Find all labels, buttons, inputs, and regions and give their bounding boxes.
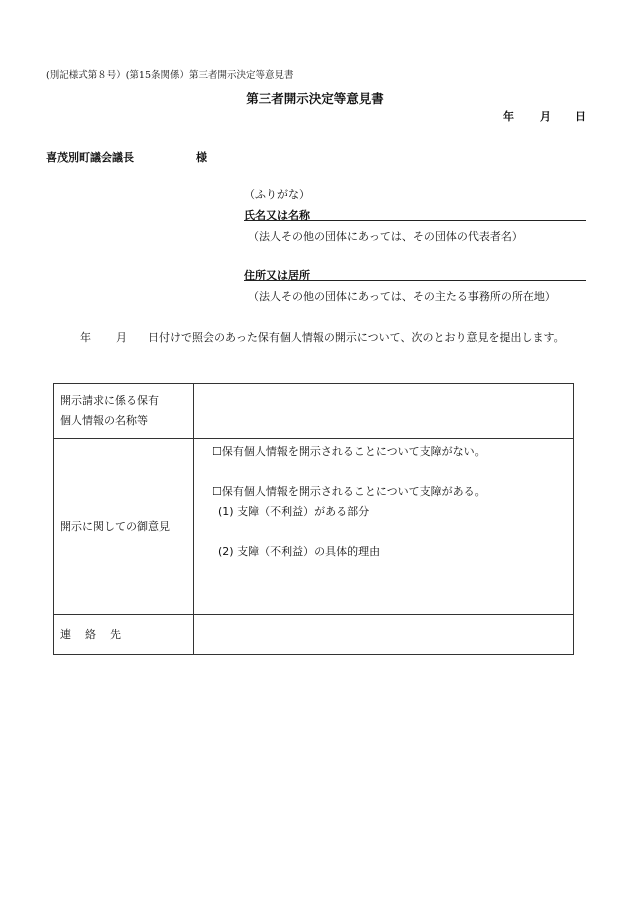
date-day-label: 日: [575, 110, 586, 123]
opinion-table: [53, 383, 574, 655]
name-note: （法人その他の団体にあっては、その団体の代表者名）: [248, 230, 523, 243]
name-field-line[interactable]: [244, 220, 586, 221]
contact-label-char-1: 連: [60, 627, 71, 641]
option-no-objection-checkbox[interactable]: ☐保有個人情報を開示されることについて支障がない。: [212, 445, 486, 458]
contact-label-char-2: 絡: [85, 627, 96, 641]
objection-reason-label: (2) 支障（不利益）の具体的理由: [218, 545, 381, 558]
document-title: 第三者開示決定等意見書: [246, 91, 384, 106]
table-row: [54, 384, 574, 439]
option-objection-checkbox[interactable]: ☐保有個人情報を開示されることについて支障がある。: [212, 485, 486, 498]
form-reference-note: (別記様式第８号）(第15条関係）第三者開示決定等意見書: [46, 70, 294, 81]
contact-label-cell: [54, 615, 194, 655]
contact-input-cell[interactable]: [194, 615, 574, 655]
statement-year: 年: [80, 331, 91, 344]
opinion-label-cell: [54, 439, 194, 615]
name-label: 氏名又は名称: [244, 209, 310, 222]
table-row: [54, 439, 574, 615]
info-name-input-cell[interactable]: [194, 384, 574, 439]
address-note: （法人その他の団体にあっては、その主たる事務所の所在地）: [248, 290, 556, 303]
contact-label-char-3: 先: [110, 627, 121, 641]
honorific: 様: [196, 151, 207, 164]
statement-text: 日付けで照会のあった保有個人情報の開示について、次のとおり意見を提出します。: [148, 331, 565, 344]
table-row: [54, 615, 574, 655]
furigana-label: （ふりがな）: [244, 188, 310, 201]
date-month-label: 月: [540, 110, 551, 123]
objection-part-label: (1) 支障（不利益）がある部分: [218, 505, 370, 518]
opinion-content-cell: [194, 439, 574, 615]
info-name-label-line1: 開示請求に係る保有: [60, 394, 159, 407]
info-name-label-line2: 個人情報の名称等: [60, 414, 148, 427]
address-label: 住所又は居所: [244, 269, 310, 282]
statement-month: 月: [116, 331, 127, 344]
date-year-label: 年: [503, 110, 514, 123]
opinion-label: 開示に関しての御意見: [60, 519, 170, 533]
info-name-label-cell: [54, 384, 194, 439]
address-field-line[interactable]: [244, 280, 586, 281]
addressee: 喜茂別町議会議長: [46, 151, 134, 164]
